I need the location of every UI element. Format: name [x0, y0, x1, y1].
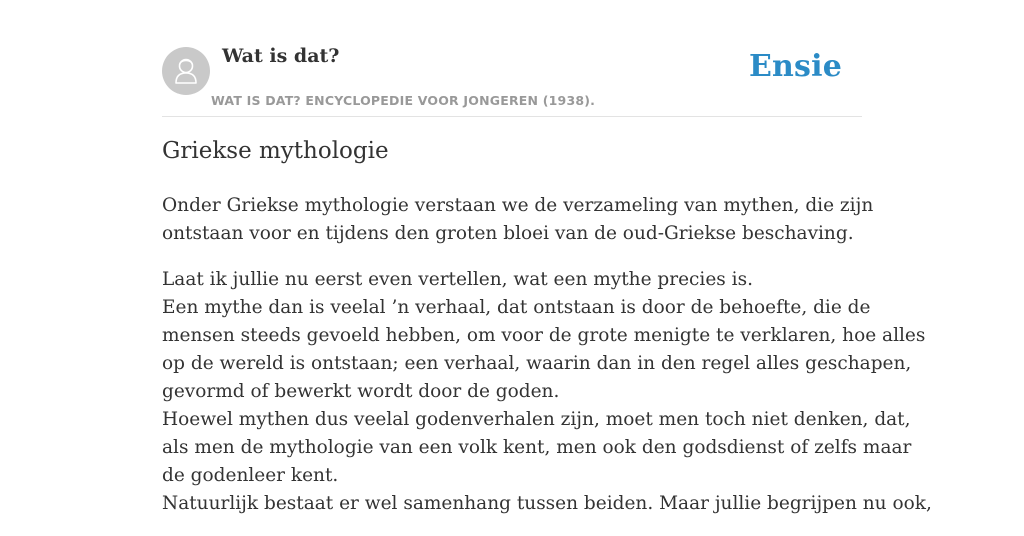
paragraph [162, 266, 932, 518]
source-title[interactable]: Wat is dat? [222, 45, 340, 67]
text-line: Een mythe dan is veelal ’n verhaal, dat ontstaan is door de behoefte, die de [162, 297, 871, 318]
text-line: Hoewel mythen dus veelal godenverhalen zijn, moet men toch niet denken, dat, [162, 409, 911, 430]
text-line: Laat ik jullie nu eerst even vertellen, wat een mythe precies is. [162, 269, 753, 290]
text-line: op de wereld is ontstaan; een verhaal, waarin dan in den regel alles geschapen, [162, 353, 912, 374]
text-line: gevormd of bewerkt wordt door de goden. [162, 381, 560, 402]
text-line: ontstaan voor en tijdens den groten bloei van de oud-Griekse beschaving. [162, 223, 854, 244]
ensie-logo[interactable]: Ensie [748, 49, 842, 84]
page-container [162, 0, 932, 514]
text-line: Natuurlijk bestaat er wel samenhang tussen beiden. Maar jullie begrijpen nu ook, [162, 493, 932, 514]
paragraph [162, 192, 874, 248]
text-line: Onder Griekse mythologie verstaan we de verzameling van mythen, die zijn [162, 195, 874, 216]
source-header [162, 0, 862, 117]
user-avatar-icon[interactable] [162, 47, 210, 95]
article-body [162, 192, 932, 536]
text-line: de godenleer kent. [162, 465, 339, 486]
source-subtitle[interactable]: WAT IS DAT? ENCYCLOPEDIE VOOR JONGEREN (1938). [211, 93, 596, 108]
text-line: mensen steeds gevoeld hebben, om voor de grote menigte te verklaren, hoe alles [162, 325, 926, 346]
text-line: als men de mythologie van een volk kent, men ook den godsdienst of zelfs maar [162, 437, 912, 458]
article-title: Griekse mythologie [162, 138, 389, 164]
